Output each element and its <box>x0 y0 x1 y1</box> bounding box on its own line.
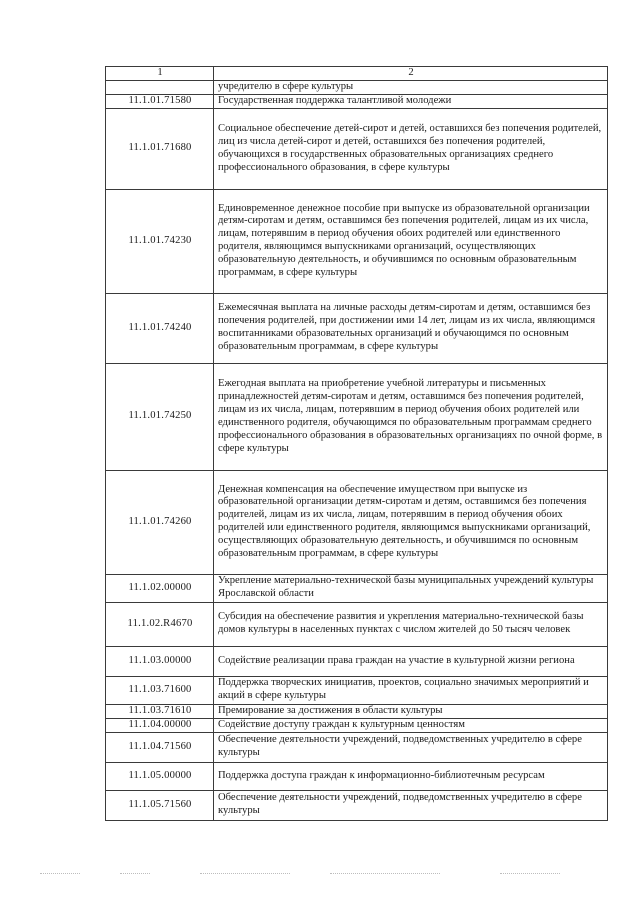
row-description: Ежемесячная выплата на личные расходы детям-сиротам и детям, оставшимся без попечения родителей, при достижении ими 14 лет, лицам из их числа, являющимся воспитанниками образовательных организаций и обучающимся по основным образовательным программам, в сфере культуры <box>214 293 608 363</box>
table-header-row <box>106 67 608 81</box>
table-row <box>106 718 608 732</box>
table-row <box>106 602 608 646</box>
row-code: 11.1.04.00000 <box>106 718 214 732</box>
table-row <box>106 293 608 363</box>
table-row <box>106 189 608 293</box>
table-row <box>106 470 608 574</box>
row-description: Поддержка доступа граждан к информационно-библиотечным ресурсам <box>214 762 608 790</box>
row-description: Денежная компенсация на обеспечение имуществом при выпуске из образовательной организации детям-сиротам и детям, оставшимся без попечения родителей, лицам из их числа, лицам, потерявшим в период обучения обоих родителей или единственного родителя, являющимся выпускниками организаций, осуществляющих образовательную деятельность, и обучившимся по основным образовательным программам, в сфере культуры <box>214 470 608 574</box>
row-description: Содействие доступу граждан к культурным ценностям <box>214 718 608 732</box>
row-code: 11.1.01.71680 <box>106 108 214 189</box>
row-description: Ежегодная выплата на приобретение учебной литературы и письменных принадлежностей детям-сиротам и детям, оставшимся без попечения родителей, лицам из их числа, лицам, потерявшим в период обучения обоих родителей или единственного родителя, обучающимся по образовательным программам среднего профессионального образования в образовательных организациях по очной форме, в сфере культуры <box>214 363 608 470</box>
table-row <box>106 676 608 704</box>
row-description: Социальное обеспечение детей-сирот и детей, оставшихся без попечения родителей, лиц из числа детей-сирот и детей, оставшихся без попечения родителей, обучающихся в государственных образовательных организациях среднего профессионального образования, в сфере культуры <box>214 108 608 189</box>
table-row <box>106 790 608 820</box>
row-code: 11.1.05.71560 <box>106 790 214 820</box>
row-code: 11.1.05.00000 <box>106 762 214 790</box>
row-code: 11.1.03.71610 <box>106 704 214 718</box>
column-header-description: 2 <box>214 67 608 81</box>
row-description: Премирование за достижения в области культуры <box>214 704 608 718</box>
table-row <box>106 704 608 718</box>
table-row <box>106 646 608 676</box>
budget-classification-table <box>105 66 608 821</box>
table-row <box>106 732 608 762</box>
scan-artifact-line <box>120 873 150 875</box>
row-description: Субсидия на обеспечение развития и укрепления материально-технической базы домов культуры в населенных пунктах с числом жителей до 50 тысяч человек <box>214 602 608 646</box>
row-code: 11.1.01.71580 <box>106 94 214 108</box>
row-code: 11.1.02.R4670 <box>106 602 214 646</box>
row-code: 11.1.01.74240 <box>106 293 214 363</box>
table-row <box>106 94 608 108</box>
row-description: Единовременное денежное пособие при выпуске из образовательной организации детям-сиротам и детям, оставшимся без попечения родителей, лицам из их числа, лицам, потерявшим в период обучения обоих родителей или единственного родителя, являющимся выпускниками организаций, осуществляющих образовательную деятельность, и обучившимся по основным образовательным программам, в сфере культуры <box>214 189 608 293</box>
table-row <box>106 574 608 602</box>
scan-artifact-line <box>200 873 290 875</box>
table-row <box>106 80 608 94</box>
row-code: 11.1.01.74250 <box>106 363 214 470</box>
table-row <box>106 762 608 790</box>
row-description: Государственная поддержка талантливой молодежи <box>214 94 608 108</box>
row-description: Обеспечение деятельности учреждений, подведомственных учредителю в сфере культуры <box>214 790 608 820</box>
row-description: Укрепление материально-технической базы муниципальных учреждений культуры Ярославской области <box>214 574 608 602</box>
scan-artifact-line <box>500 873 560 875</box>
table-row <box>106 108 608 189</box>
row-code: 11.1.01.74260 <box>106 470 214 574</box>
scan-artifact-line <box>40 873 80 875</box>
row-description: Поддержка творческих инициатив, проектов, социально значимых мероприятий и акций в сфере культуры <box>214 676 608 704</box>
row-code: 11.1.03.71600 <box>106 676 214 704</box>
row-description: Содействие реализации права граждан на участие в культурной жизни региона <box>214 646 608 676</box>
row-code: 11.1.03.00000 <box>106 646 214 676</box>
row-description: учредителю в сфере культуры <box>214 80 608 94</box>
table-row <box>106 363 608 470</box>
row-code <box>106 80 214 94</box>
row-code: 11.1.02.00000 <box>106 574 214 602</box>
row-code: 11.1.01.74230 <box>106 189 214 293</box>
scan-artifact-line <box>330 873 440 875</box>
column-header-code: 1 <box>106 67 214 81</box>
row-description: Обеспечение деятельности учреждений, подведомственных учредителю в сфере культуры <box>214 732 608 762</box>
row-code: 11.1.04.71560 <box>106 732 214 762</box>
